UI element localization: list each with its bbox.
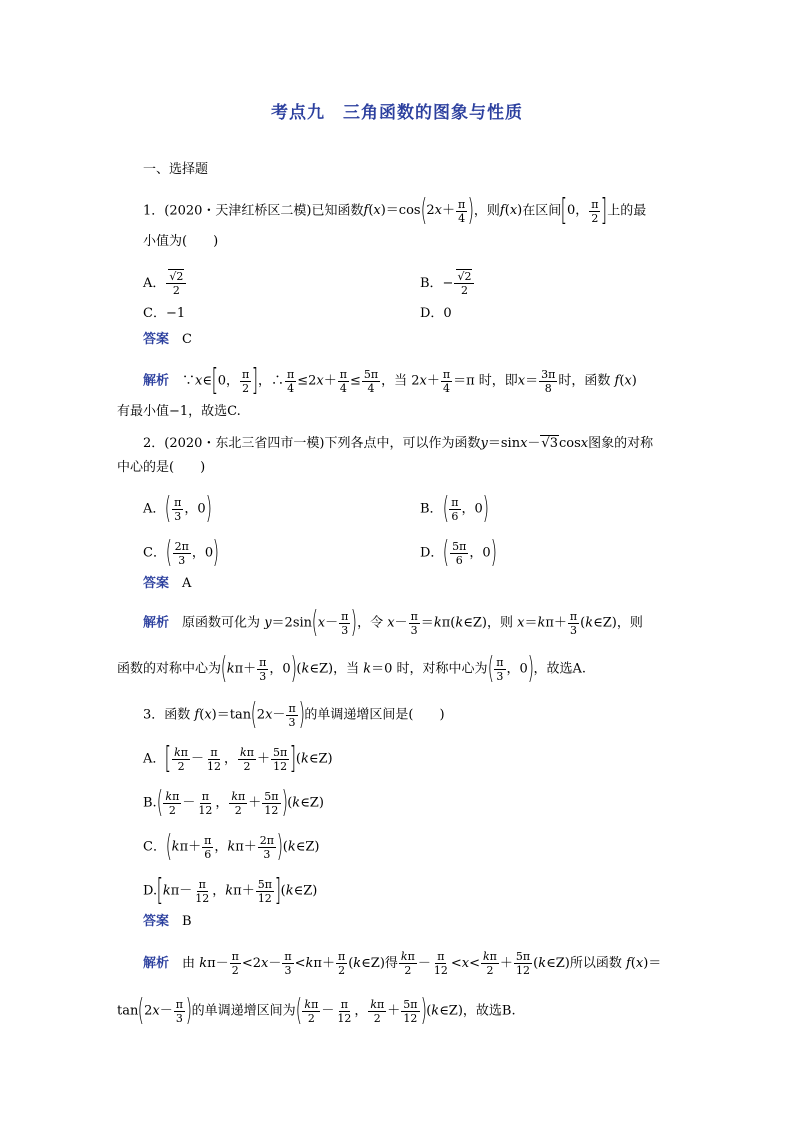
q3-option-b: B.( $\frac{k\pi}{2}$ － $\frac{\pi}{12}$ ， $\frac{k\pi}{2}$ ＋ $\frac{5\pi}{12}$ )(k∈Z) (143, 785, 324, 820)
q2-answer: 答案 A (143, 576, 192, 591)
section-heading: 一、选择题 (143, 162, 209, 177)
q2-stem-line1: 2．(2020・东北三省四市一模)下列各点中，可以作为函数y＝sinx－√3cosx图象的对称 (143, 436, 654, 451)
q3-option-d: D.[kπ－ $\frac{\pi}{12}$ ，kπ＋ $\frac{5\pi}{12}$ ](k∈Z) (143, 873, 318, 908)
q1-option-a: A． $\frac{√2}{2}$ (143, 270, 187, 297)
q2-option-b: B．( $\frac{\pi}{6}$ ，0) (420, 491, 489, 526)
q3-stem: 3．函数 f(x)＝tan(2x－ $\frac{\pi}{3}$ )的单调递增区间是( ) (143, 697, 445, 732)
q3-option-c: C．(kπ＋ $\frac{\pi}{6}$ ，kπ＋ $\frac{2\pi}{3}$ )(k∈Z) (143, 829, 320, 864)
q3-answer: 答案 B (143, 914, 192, 929)
q2-option-d: D．( $\frac{5\pi}{6}$ ，0) (420, 535, 497, 570)
q1-analysis-line2: 有最小值−1，故选C. (117, 404, 241, 419)
q2-option-c: C．( $\frac{2\pi}{3}$ ，0) (143, 535, 220, 570)
q1-stem-line2: 小值为( ) (143, 234, 219, 249)
q1-option-c: C．−1 (143, 306, 186, 321)
q2-analysis-line1: 解析 原函数可化为 y＝2sin(x－ $\frac{\pi}{3}$ )，令 x－ $\frac{\pi}{3}$ ＝kπ(k∈Z)，则 x＝kπ＋ $\frac{\pi}{3}$ (k∈Z)，则 (143, 605, 643, 640)
q1-option-d: D．0 (420, 306, 452, 321)
q1-analysis-line1: 解析 ∵x∈[0， $\frac{\pi}{2}$ ]，∴ $\frac{\pi}{4}$ ≤2x＋ $\frac{\pi}{4}$ ≤ $\frac{5\pi}{4}$ ，当 2x＋ $\frac{\pi}{4}$ ＝π 时，即x＝ $\frac{3\pi}{8}$ 时，函数 f(x) (143, 363, 637, 398)
q1-stem-line1: 1．(2020・天津红桥区二模)已知函数 f ( x )＝cos ( 2 x ＋ π 4 ) ，则 f ( x )在区间 [ 0， π 2 ] 上的最 (143, 193, 647, 228)
page-title: 考点九 三角函数的图象与性质 (271, 103, 523, 123)
q3-option-a: A．[ $\frac{k\pi}{2}$ － $\frac{\pi}{12}$ ， $\frac{k\pi}{2}$ ＋ $\frac{5\pi}{12}$ ](k∈Z) (143, 741, 333, 776)
q2-stem-line2: 中心的是( ) (117, 460, 206, 475)
q1-answer: 答案 C (143, 332, 192, 347)
q1-interval: [ 0， π 2 ] (560, 193, 608, 228)
q2-option-a: A．( $\frac{\pi}{3}$ ，0) (143, 491, 212, 526)
q3-analysis-line1: 解析 由 kπ－ $\frac{\pi}{2}$ <2x－ $\frac{\pi}{3}$ <kπ＋ $\frac{\pi}{2}$ (k∈Z)得 $\frac{k\pi}{2}$ － $\frac{\pi}{12}$ <x< $\frac{k\pi}{2}$ ＋ $\frac{5\pi}{12}$ (k∈Z)所以函数 f(x)＝ (143, 950, 662, 977)
q2-analysis-line2: 函数的对称中心为(kπ＋ $\frac{\pi}{3}$ ，0)(k∈Z)，当 k＝0 时，对称中心为( $\frac{\pi}{3}$ ，0)，故选A. (117, 651, 587, 686)
q3-analysis-line2: tan(2x－ $\frac{\pi}{3}$ )的单调递增区间为( $\frac{k\pi}{2}$ － $\frac{\pi}{12}$ ， $\frac{k\pi}{2}$ ＋ $\frac{5\pi}{12}$ )(k∈Z)，故选B. (117, 993, 516, 1028)
q1-function-expr: f ( x )＝cos ( 2 x ＋ π 4 ) (363, 193, 475, 228)
q1-option-b: B．− $\frac{√2}{2}$ (420, 270, 475, 297)
